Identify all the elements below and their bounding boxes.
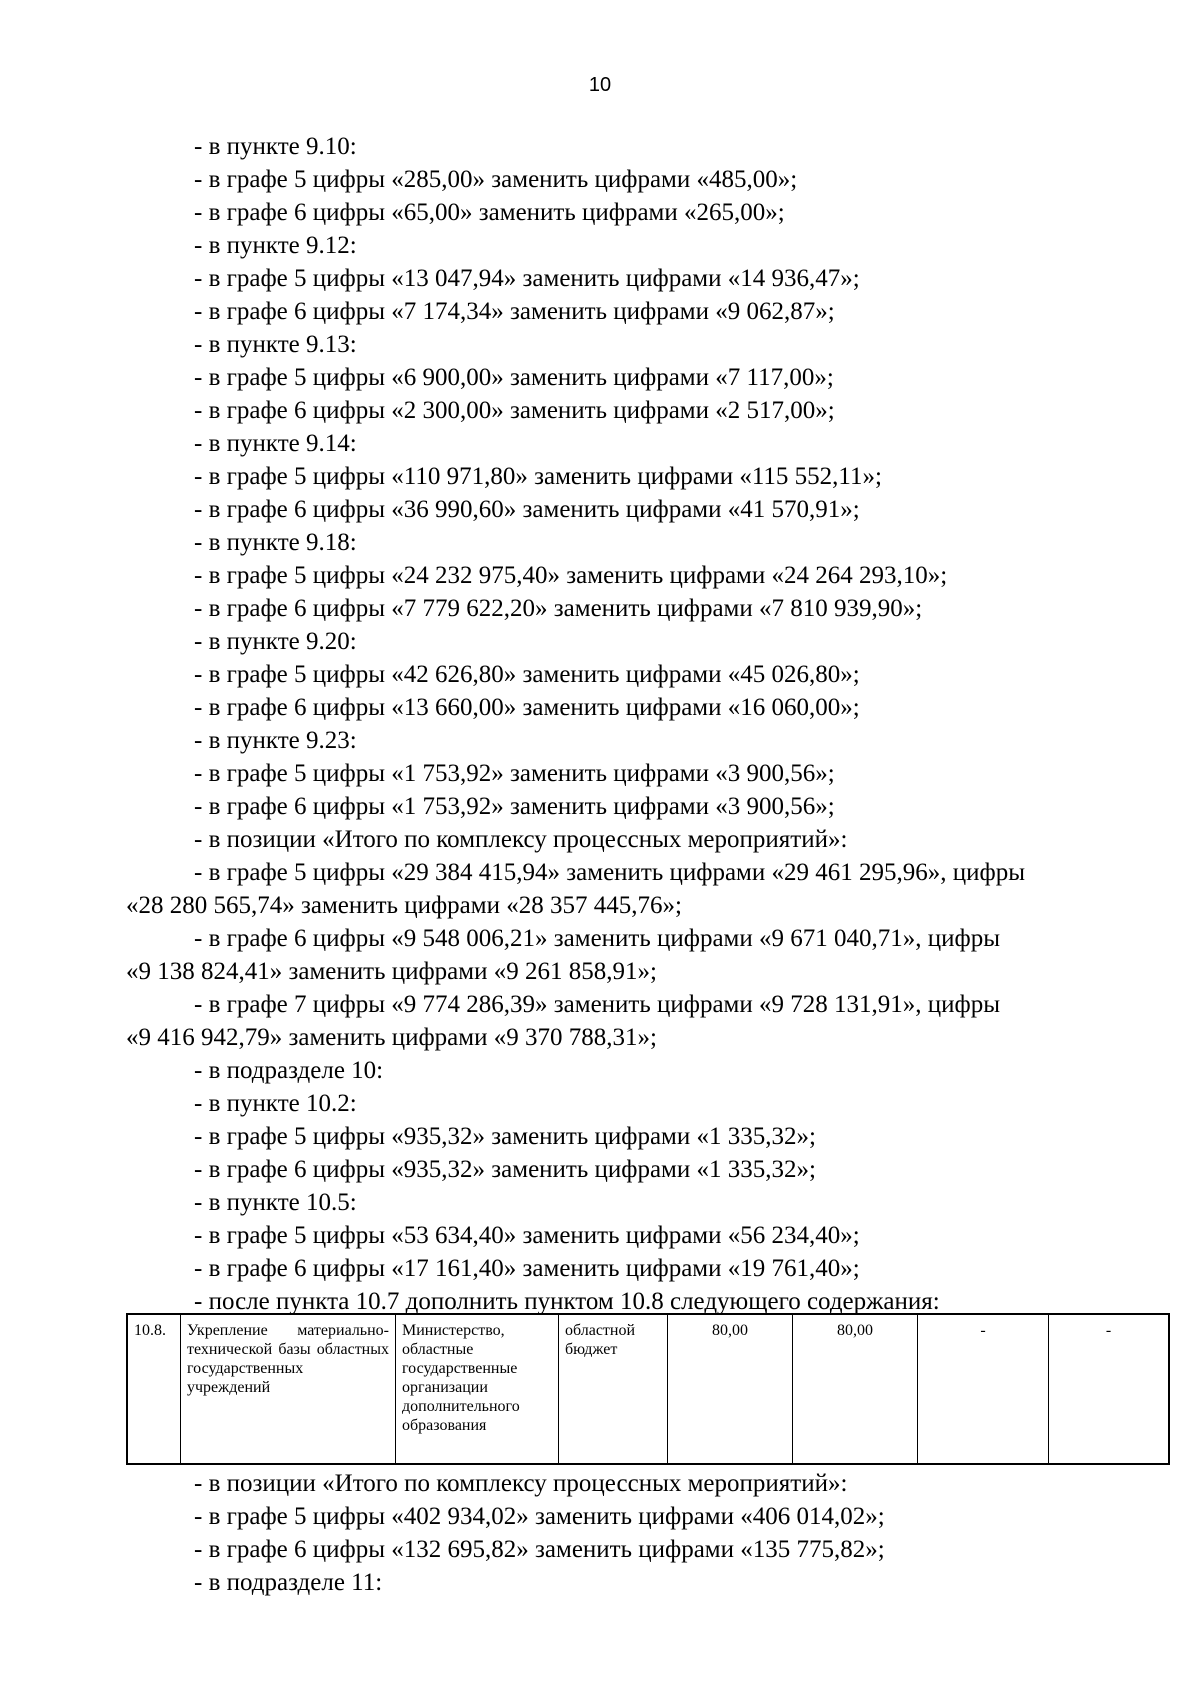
text-line: - в пункте 10.5: (194, 1189, 357, 1216)
text-paragraph (126, 856, 1168, 889)
text-line: - в пункте 9.10: (194, 133, 357, 160)
page-number: 10 (588, 74, 612, 96)
amendments-list-continued (126, 1467, 1168, 1599)
item-name-cell: Укрепление материально-технической базы областных государственных учреждений (181, 1314, 396, 1464)
text-line: - в графе 6 цифры «132 695,82» заменить цифрами «135 775,82»; (194, 1536, 885, 1563)
text-line: - в подразделе 11: (194, 1569, 383, 1596)
text-line: - в графе 6 цифры «13 660,00» заменить цифрами «16 060,00»; (194, 694, 860, 721)
text-line: - в графе 6 цифры «2 300,00» заменить цифрами «2 517,00»; (194, 397, 835, 424)
text-line: - в графе 5 цифры «110 971,80» заменить цифрами «115 552,11»; (194, 463, 882, 490)
text-line: - в графе 5 цифры «1 753,92» заменить цифрами «3 900,56»; (194, 760, 835, 787)
text-line: - в графе 5 цифры «42 626,80» заменить цифрами «45 026,80»; (194, 661, 860, 688)
text-line: - в графе 5 цифры «24 232 975,40» заменить цифрами «24 264 293,10»; (194, 562, 948, 589)
text-line: - в подразделе 10: (194, 1057, 384, 1084)
text-line: - в графе 5 цифры «13 047,94» заменить цифрами «14 936,47»; (194, 265, 860, 292)
text-line: - в пункте 9.18: (194, 529, 357, 556)
column-6-value-cell: 80,00 (793, 1314, 918, 1464)
text-line: «28 280 565,74» заменить цифрами «28 357 445,76»; (126, 892, 682, 919)
executor-cell: Министерство, областные государственные организации дополнительного образования (396, 1314, 559, 1464)
inserted-table (126, 1313, 1170, 1465)
funding-source-cell: областной бюджет (559, 1314, 668, 1464)
text-line: - в графе 5 цифры «402 934,02» заменить цифрами «406 014,02»; (194, 1503, 885, 1530)
text-line: - в графе 7 цифры «9 774 286,39» заменить цифрами «9 728 131,91», цифры (194, 991, 1001, 1018)
text-line: - в графе 5 цифры «935,32» заменить цифрами «1 335,32»; (194, 1123, 816, 1150)
column-7-value-cell: - (918, 1314, 1049, 1464)
text-line: - в графе 5 цифры «6 900,00» заменить цифрами «7 117,00»; (194, 364, 834, 391)
text-line: - в позиции «Итого по комплексу процессных мероприятий»: (194, 1470, 848, 1497)
text-line: - в графе 6 цифры «65,00» заменить цифрами «265,00»; (194, 199, 785, 226)
column-5-value-cell: 80,00 (668, 1314, 793, 1464)
text-line: - в графе 5 цифры «53 634,40» заменить цифрами «56 234,40»; (194, 1222, 860, 1249)
text-line: - в графе 6 цифры «7 174,34» заменить цифрами «9 062,87»; (194, 298, 835, 325)
text-paragraph (126, 922, 1168, 955)
text-line: - в пункте 9.12: (194, 232, 357, 259)
text-line: - в пункте 10.2: (194, 1090, 357, 1117)
table-row (127, 1314, 1169, 1464)
text-line: - в пункте 9.14: (194, 430, 357, 457)
text-line: - в графе 6 цифры «7 779 622,20» заменить цифрами «7 810 939,90»; (194, 595, 923, 622)
text-line: - в позиции «Итого по комплексу процессных мероприятий»: (194, 826, 848, 853)
text-line: - в пункте 9.23: (194, 727, 357, 754)
text-line: - в графе 6 цифры «9 548 006,21» заменить цифрами «9 671 040,71», цифры (194, 925, 1001, 952)
text-line: - в графе 6 цифры «17 161,40» заменить цифрами «19 761,40»; (194, 1255, 860, 1282)
amendments-list (126, 130, 1168, 1318)
text-line: - в графе 6 цифры «36 990,60» заменить цифрами «41 570,91»; (194, 496, 860, 523)
text-line: «9 138 824,41» заменить цифрами «9 261 858,91»; (126, 958, 657, 985)
text-line: - в графе 5 цифры «29 384 415,94» заменить цифрами «29 461 295,96», цифры (194, 859, 1026, 886)
text-line: - в графе 6 цифры «935,32» заменить цифрами «1 335,32»; (194, 1156, 816, 1183)
text-line: - в пункте 9.20: (194, 628, 357, 655)
text-line: - после пункта 10.7 дополнить пунктом 10.8 следующего содержания: (194, 1288, 940, 1315)
column-8-value-cell: - (1049, 1314, 1170, 1464)
text-paragraph (126, 988, 1168, 1021)
text-line: «9 416 942,79» заменить цифрами «9 370 788,31»; (126, 1024, 657, 1051)
text-line: - в графе 6 цифры «1 753,92» заменить цифрами «3 900,56»; (194, 793, 835, 820)
text-line: - в графе 5 цифры «285,00» заменить цифрами «485,00»; (194, 166, 798, 193)
text-line: - в пункте 9.13: (194, 331, 357, 358)
item-number-cell: 10.8. (127, 1314, 181, 1464)
